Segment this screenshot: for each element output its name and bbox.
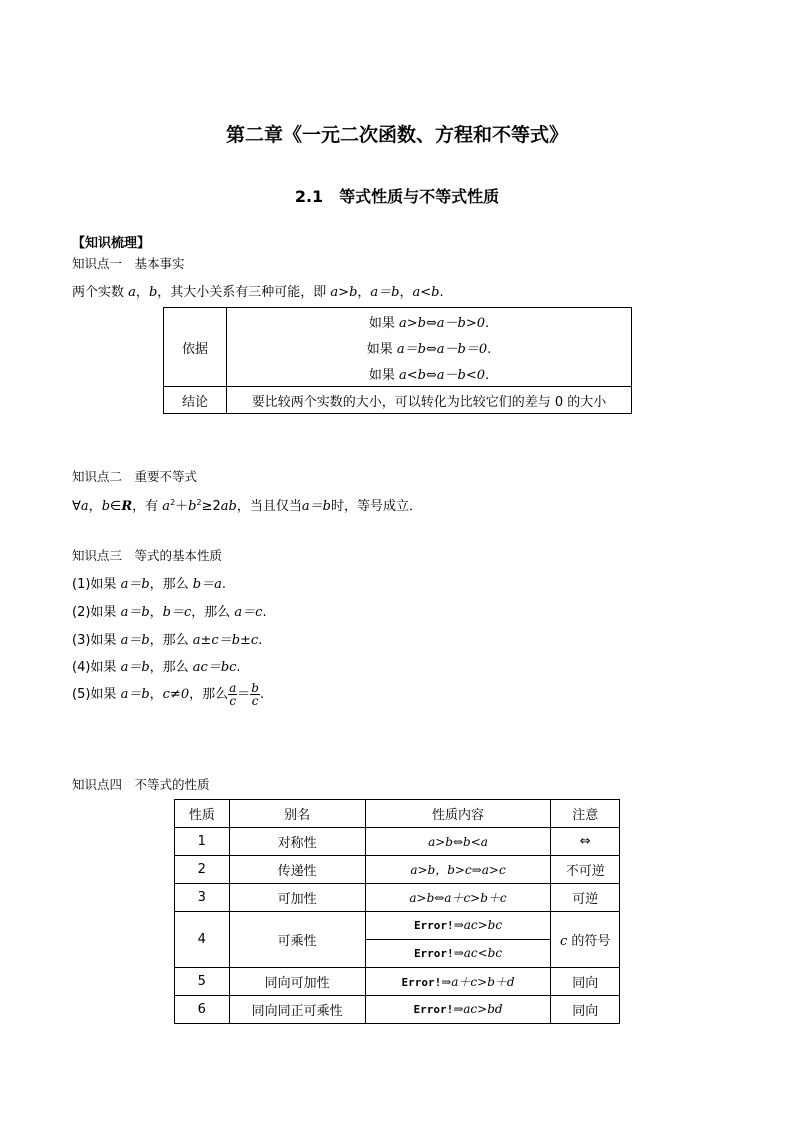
- text-fragment: Error!: [413, 947, 454, 960]
- text-fragment: ∀: [72, 499, 81, 514]
- table-cell: [365, 912, 551, 940]
- table-cell: 6: [175, 996, 230, 1024]
- table-row: [175, 996, 620, 1024]
- text-fragment: 如果: [366, 341, 397, 357]
- text-fragment: 如果: [90, 577, 121, 592]
- equality-property-4: [72, 656, 241, 675]
- equality-property-3: [72, 629, 262, 648]
- text-fragment: ，那么: [149, 633, 193, 648]
- text-fragment: .: [259, 687, 265, 702]
- text-fragment: ，当且仅当: [236, 499, 302, 514]
- text-fragment: ＋: [175, 499, 189, 514]
- table-cell: 可加性: [229, 884, 365, 912]
- conclusion-text: 要比较两个实数的大小，可以转化为比较它们的差与 0 的大小: [227, 387, 632, 414]
- text-fragment: ，那么: [149, 577, 193, 592]
- text-fragment: b: [251, 681, 259, 695]
- text-fragment: .: [485, 367, 490, 383]
- text-fragment: .: [485, 315, 490, 331]
- fraction-b-over-c: [250, 682, 260, 707]
- text-fragment: a<b⇔a－b<0: [398, 367, 486, 383]
- column-header: 性质内容: [365, 800, 551, 828]
- table-header-row: [175, 800, 620, 828]
- text-fragment: .: [262, 605, 267, 620]
- text-fragment: (5): [72, 687, 91, 702]
- text-fragment: (4): [72, 660, 91, 675]
- text-fragment: c≠0: [162, 687, 190, 702]
- text-fragment: c: [560, 934, 568, 949]
- text-fragment: a＝b: [120, 660, 150, 675]
- var-b: b: [148, 285, 158, 300]
- text-fragment: ＝: [237, 687, 251, 702]
- basis-line-1: [227, 308, 632, 335]
- table-cell: 对称性: [229, 828, 365, 856]
- text-fragment: b: [101, 499, 111, 514]
- text-fragment: a>b⇔a－b>0: [398, 315, 486, 331]
- table-cell: 传递性: [229, 856, 365, 884]
- table-cell: ⇔: [551, 828, 620, 856]
- table-cell: 2: [175, 856, 230, 884]
- table-cell: a>b⇔b<a: [365, 828, 551, 856]
- basis-line-3: [227, 360, 632, 387]
- basis-line-2: [227, 334, 632, 360]
- conclusion-label: 结论: [164, 387, 227, 414]
- basic-facts-table: [163, 307, 632, 414]
- text-fragment: ，那么: [189, 687, 229, 702]
- text-fragment: Error!: [413, 919, 454, 932]
- text-fragment: a: [162, 499, 171, 514]
- text-fragment: ≥2: [201, 499, 221, 514]
- text-fragment: ，: [88, 499, 102, 514]
- text-fragment: ，: [149, 605, 163, 620]
- point1-heading: 知识点一 基本事实: [72, 256, 185, 271]
- text-fragment: a±c＝b±c: [192, 633, 259, 648]
- table-cell: [365, 968, 551, 996]
- text-fragment: 如果: [90, 660, 121, 675]
- column-header: 性质: [175, 800, 230, 828]
- text-fragment: ab: [220, 499, 237, 514]
- point2-heading: 知识点二 重要不等式: [72, 469, 198, 484]
- text-fragment: 如果: [90, 633, 121, 648]
- text-fragment: a: [229, 681, 237, 695]
- equality-property-2: [72, 601, 267, 620]
- text-fragment: 如果: [368, 367, 399, 383]
- table-cell: 同向可加性: [229, 968, 365, 996]
- text-fragment: ，那么: [191, 605, 235, 620]
- text-fragment: 如果: [368, 315, 399, 331]
- table-row: [175, 912, 620, 940]
- intro-middle: ，其大小关系有三种可能，即: [157, 285, 327, 300]
- text-fragment: .: [221, 577, 226, 592]
- relation-gt: a>b: [330, 285, 358, 300]
- table-cell: [551, 912, 620, 968]
- text-fragment: 2: [196, 498, 202, 507]
- table-cell: 可逆: [551, 884, 620, 912]
- equality-property-1: [72, 573, 226, 592]
- table-cell: 4: [175, 912, 230, 968]
- text-fragment: a＝b: [120, 605, 150, 620]
- text-fragment: 时，等号成立．: [330, 499, 422, 514]
- knowledge-header: 【知识梳理】: [72, 236, 151, 251]
- text-fragment: b: [188, 499, 197, 514]
- section-title: 2.1 等式性质与不等式性质: [294, 187, 500, 206]
- table-cell: [365, 940, 551, 968]
- text-fragment: ac＝bc: [192, 660, 237, 675]
- text-fragment: ⇒ac<bc: [453, 946, 503, 960]
- text-fragment: c: [251, 694, 259, 708]
- table-cell: a>b，b>c⇒a>c: [365, 856, 551, 884]
- sep: ，: [135, 285, 149, 300]
- basis-label: 依据: [164, 308, 227, 387]
- text-fragment: b＝c: [162, 605, 192, 620]
- text-fragment: b＝a: [192, 577, 222, 592]
- text-fragment: ⇒ac>bd: [453, 1002, 503, 1016]
- var-a: a: [128, 285, 136, 300]
- intro-end: .: [439, 285, 444, 300]
- text-fragment: ，有: [132, 499, 163, 514]
- text-fragment: 的符号: [567, 934, 611, 949]
- table-cell: 1: [175, 828, 230, 856]
- point4-heading: 知识点四 不等式的性质: [72, 777, 210, 792]
- inequality-properties-table: [174, 799, 620, 1024]
- text-fragment: (3): [72, 633, 91, 648]
- relation-lt: a<b: [412, 285, 440, 300]
- sep: ，: [357, 285, 371, 300]
- text-fragment: a＝b⇔a－b＝0: [396, 341, 488, 357]
- text-fragment: a＝c: [234, 605, 263, 620]
- relation-eq: a＝b: [370, 285, 400, 300]
- text-fragment: (2): [72, 605, 91, 620]
- table-cell: [365, 996, 551, 1024]
- chapter-title: 第二章《一元二次函数、方程和不等式》: [225, 124, 568, 146]
- column-header: 别名: [229, 800, 365, 828]
- text-fragment: .: [236, 660, 241, 675]
- table-cell: 5: [175, 968, 230, 996]
- text-fragment: 如果: [90, 687, 121, 702]
- text-fragment: ∈: [110, 499, 122, 514]
- text-fragment: a＝b: [120, 633, 150, 648]
- intro-prefix: 两个实数: [72, 285, 125, 300]
- sep: ，: [399, 285, 413, 300]
- text-fragment: ⇒ac>bc: [453, 918, 503, 932]
- table-row: [175, 884, 620, 912]
- text-fragment: a＝b: [301, 499, 331, 514]
- text-fragment: .: [258, 633, 263, 648]
- text-fragment: .: [487, 341, 492, 357]
- text-fragment: Error!: [401, 976, 442, 989]
- text-fragment: a: [80, 499, 89, 514]
- table-cell: 3: [175, 884, 230, 912]
- table-cell: 同向同正可乘性: [229, 996, 365, 1024]
- important-inequality: [72, 495, 422, 514]
- text-fragment: 如果: [90, 605, 121, 620]
- equality-property-5: [72, 682, 264, 707]
- text-fragment: ⇒a＋c>b＋d: [441, 975, 515, 989]
- point3-heading: 知识点三 等式的基本性质: [72, 548, 223, 563]
- text-fragment: a＝b: [120, 687, 150, 702]
- text-fragment: ，: [149, 687, 163, 702]
- fraction-a-over-c: [228, 682, 237, 707]
- table-row: [175, 968, 620, 996]
- text-fragment: R: [121, 499, 133, 514]
- text-fragment: (1): [72, 577, 91, 592]
- table-row: [175, 856, 620, 884]
- column-header: 注意: [551, 800, 620, 828]
- text-fragment: a＝b: [120, 577, 150, 592]
- table-cell: a>b⇔a＋c>b＋c: [365, 884, 551, 912]
- table-cell: 不可逆: [551, 856, 620, 884]
- text-fragment: c: [229, 694, 237, 708]
- table-cell: 可乘性: [229, 912, 365, 968]
- table-row: [175, 828, 620, 856]
- text-fragment: Error!: [413, 1003, 454, 1016]
- point1-intro: [72, 281, 444, 300]
- text-fragment: 2: [170, 498, 176, 507]
- text-fragment: ，那么: [149, 660, 193, 675]
- table-cell: 同向: [551, 996, 620, 1024]
- table-cell: 同向: [551, 968, 620, 996]
